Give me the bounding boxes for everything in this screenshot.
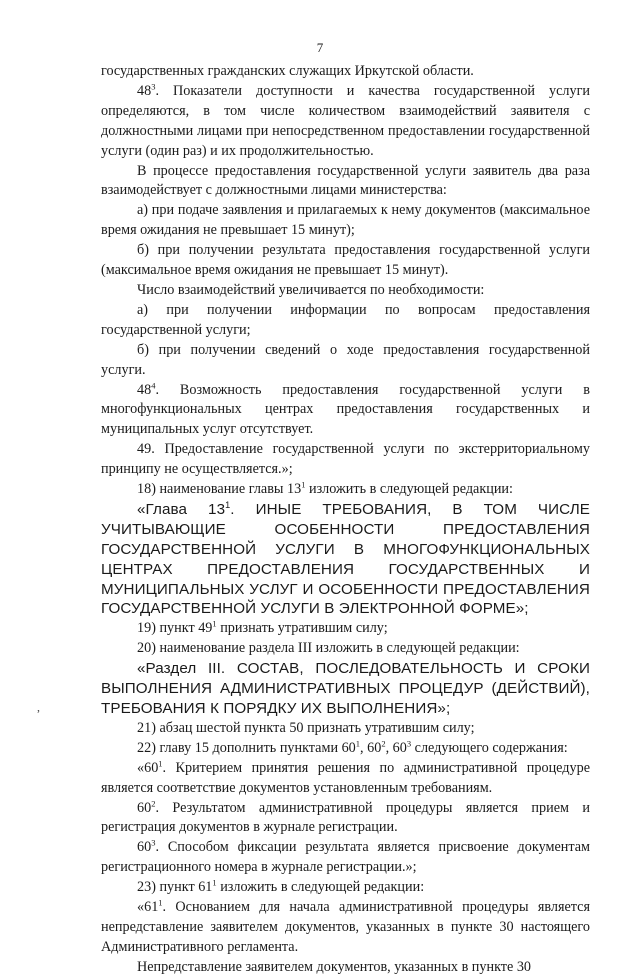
paragraph: государственных гражданских служащих Иркутской области. bbox=[101, 63, 474, 79]
paragraph: б) при получении сведений о ходе предоставления государственной услуги. bbox=[101, 341, 590, 378]
page-number: 7 bbox=[316, 40, 324, 55]
paragraph: «Раздел III. СОСТАВ, ПОСЛЕДОВАТЕЛЬНОСТЬ И СРОКИ ВЫПОЛНЕНИЯ АДМИНИСТРАТИВНЫХ ПРОЦЕДУР (ДЕЙСТВИЙ), ТРЕБОВАНИЯ К ПОРЯДКУ ИХ ВЫПОЛНЕНИЯ»; bbox=[101, 660, 590, 717]
paragraph: $48^4$. Возможность предоставления государственной услуги в многофункциональных центрах предоставления государственных и муниципальных услуг отсутствует. bbox=[101, 379, 590, 438]
paragraph: В процессе предоставления государственной услуги заявитель два раза взаимодействует с должностными лицами министерства: bbox=[101, 162, 590, 199]
paragraph: 20) наименование раздела III изложить в следующей редакции: bbox=[137, 640, 520, 657]
paragraph: $60^2$. Результатом административной процедуры является прием и регистрация документов в журнале регистрации. bbox=[101, 797, 590, 836]
paragraph: «$61^1$. Основанием для начала административной процедуры является непредставление заявителем документов, указанных в пункте 30 настоящего Административного регламента. bbox=[101, 897, 590, 955]
paragraph: Число взаимодействий увеличивается по необходимости: bbox=[137, 281, 485, 298]
paragraph: $48^3$. Показатели доступности и качества государственной услуги определяются, в том числе количеством взаимодействий заявителя с должностными лицами при непосредственном предоставлении государственной услуги (один раз) и их продолжительностью. bbox=[101, 81, 590, 159]
paragraph: а) при получении информации по вопросам предоставления государственной услуги; bbox=[101, 301, 590, 338]
paragraph: 21) абзац шестой пункта 50 признать утратившим силу; bbox=[137, 719, 475, 736]
paragraph: а) при подаче заявления и прилагаемых к нему документов (максимальное время ожидания не превышает 15 минут); bbox=[101, 202, 590, 239]
paragraph: «Глава $13^1$. ИНЫЕ ТРЕБОВАНИЯ, В ТОМ ЧИСЛЕ УЧИТЫВАЮЩИЕ ОСОБЕННОСТИ ПРЕДОСТАВЛЕНИЯ ГОСУДАРСТВЕННОЙ УСЛУГИ В МНОГОФУНКЦИОНАЛЬНЫХ ЦЕНТРАХ ПРЕДОСТАВЛЕНИЯ ГОСУДАРСТВЕННЫХ И МУНИЦИПАЛЬНЫХ УСЛУГ И ОСОБЕННОСТИ ПРЕДОСТАВЛЕНИЯ ГОСУДАРСТВЕННОЙ УСЛУГИ В ЭЛЕКТРОННОЙ ФОРМЕ»; bbox=[101, 499, 590, 618]
paragraph: 19) пункт $49^1$ признать утратившим силу; bbox=[137, 618, 388, 637]
paragraph: «$60^1$. Критерием принятия решения по административной процедуре является соответствие документов установленным требованиям. bbox=[101, 757, 590, 796]
document-body bbox=[101, 62, 590, 978]
paragraph: $60^3$. Способом фиксации результата является присвоение документам регистрационного номера в журнале регистрации.»; bbox=[101, 837, 590, 876]
paragraph: б) при получении результата предоставления государственной услуги (максимальное время ожидания не превышает 15 минут). bbox=[101, 242, 590, 279]
paragraph: 49. Предоставление государственной услуги по экстерриториальному принципу не осуществляется.»; bbox=[101, 441, 590, 478]
paragraph: 23) пункт $61^1$ изложить в следующей редакции: bbox=[137, 877, 425, 896]
stray-mark: , bbox=[37, 700, 40, 714]
paragraph: Непредставление заявителем документов, указанных в пункте 30 bbox=[137, 958, 532, 975]
paragraph: 22) главу 15 дополнить пунктами $60^1$, $60^2$, $60^3$ следующего содержания: bbox=[137, 738, 568, 756]
paragraph: 18) наименование главы $13^1$ изложить в следующей редакции: bbox=[137, 479, 513, 498]
